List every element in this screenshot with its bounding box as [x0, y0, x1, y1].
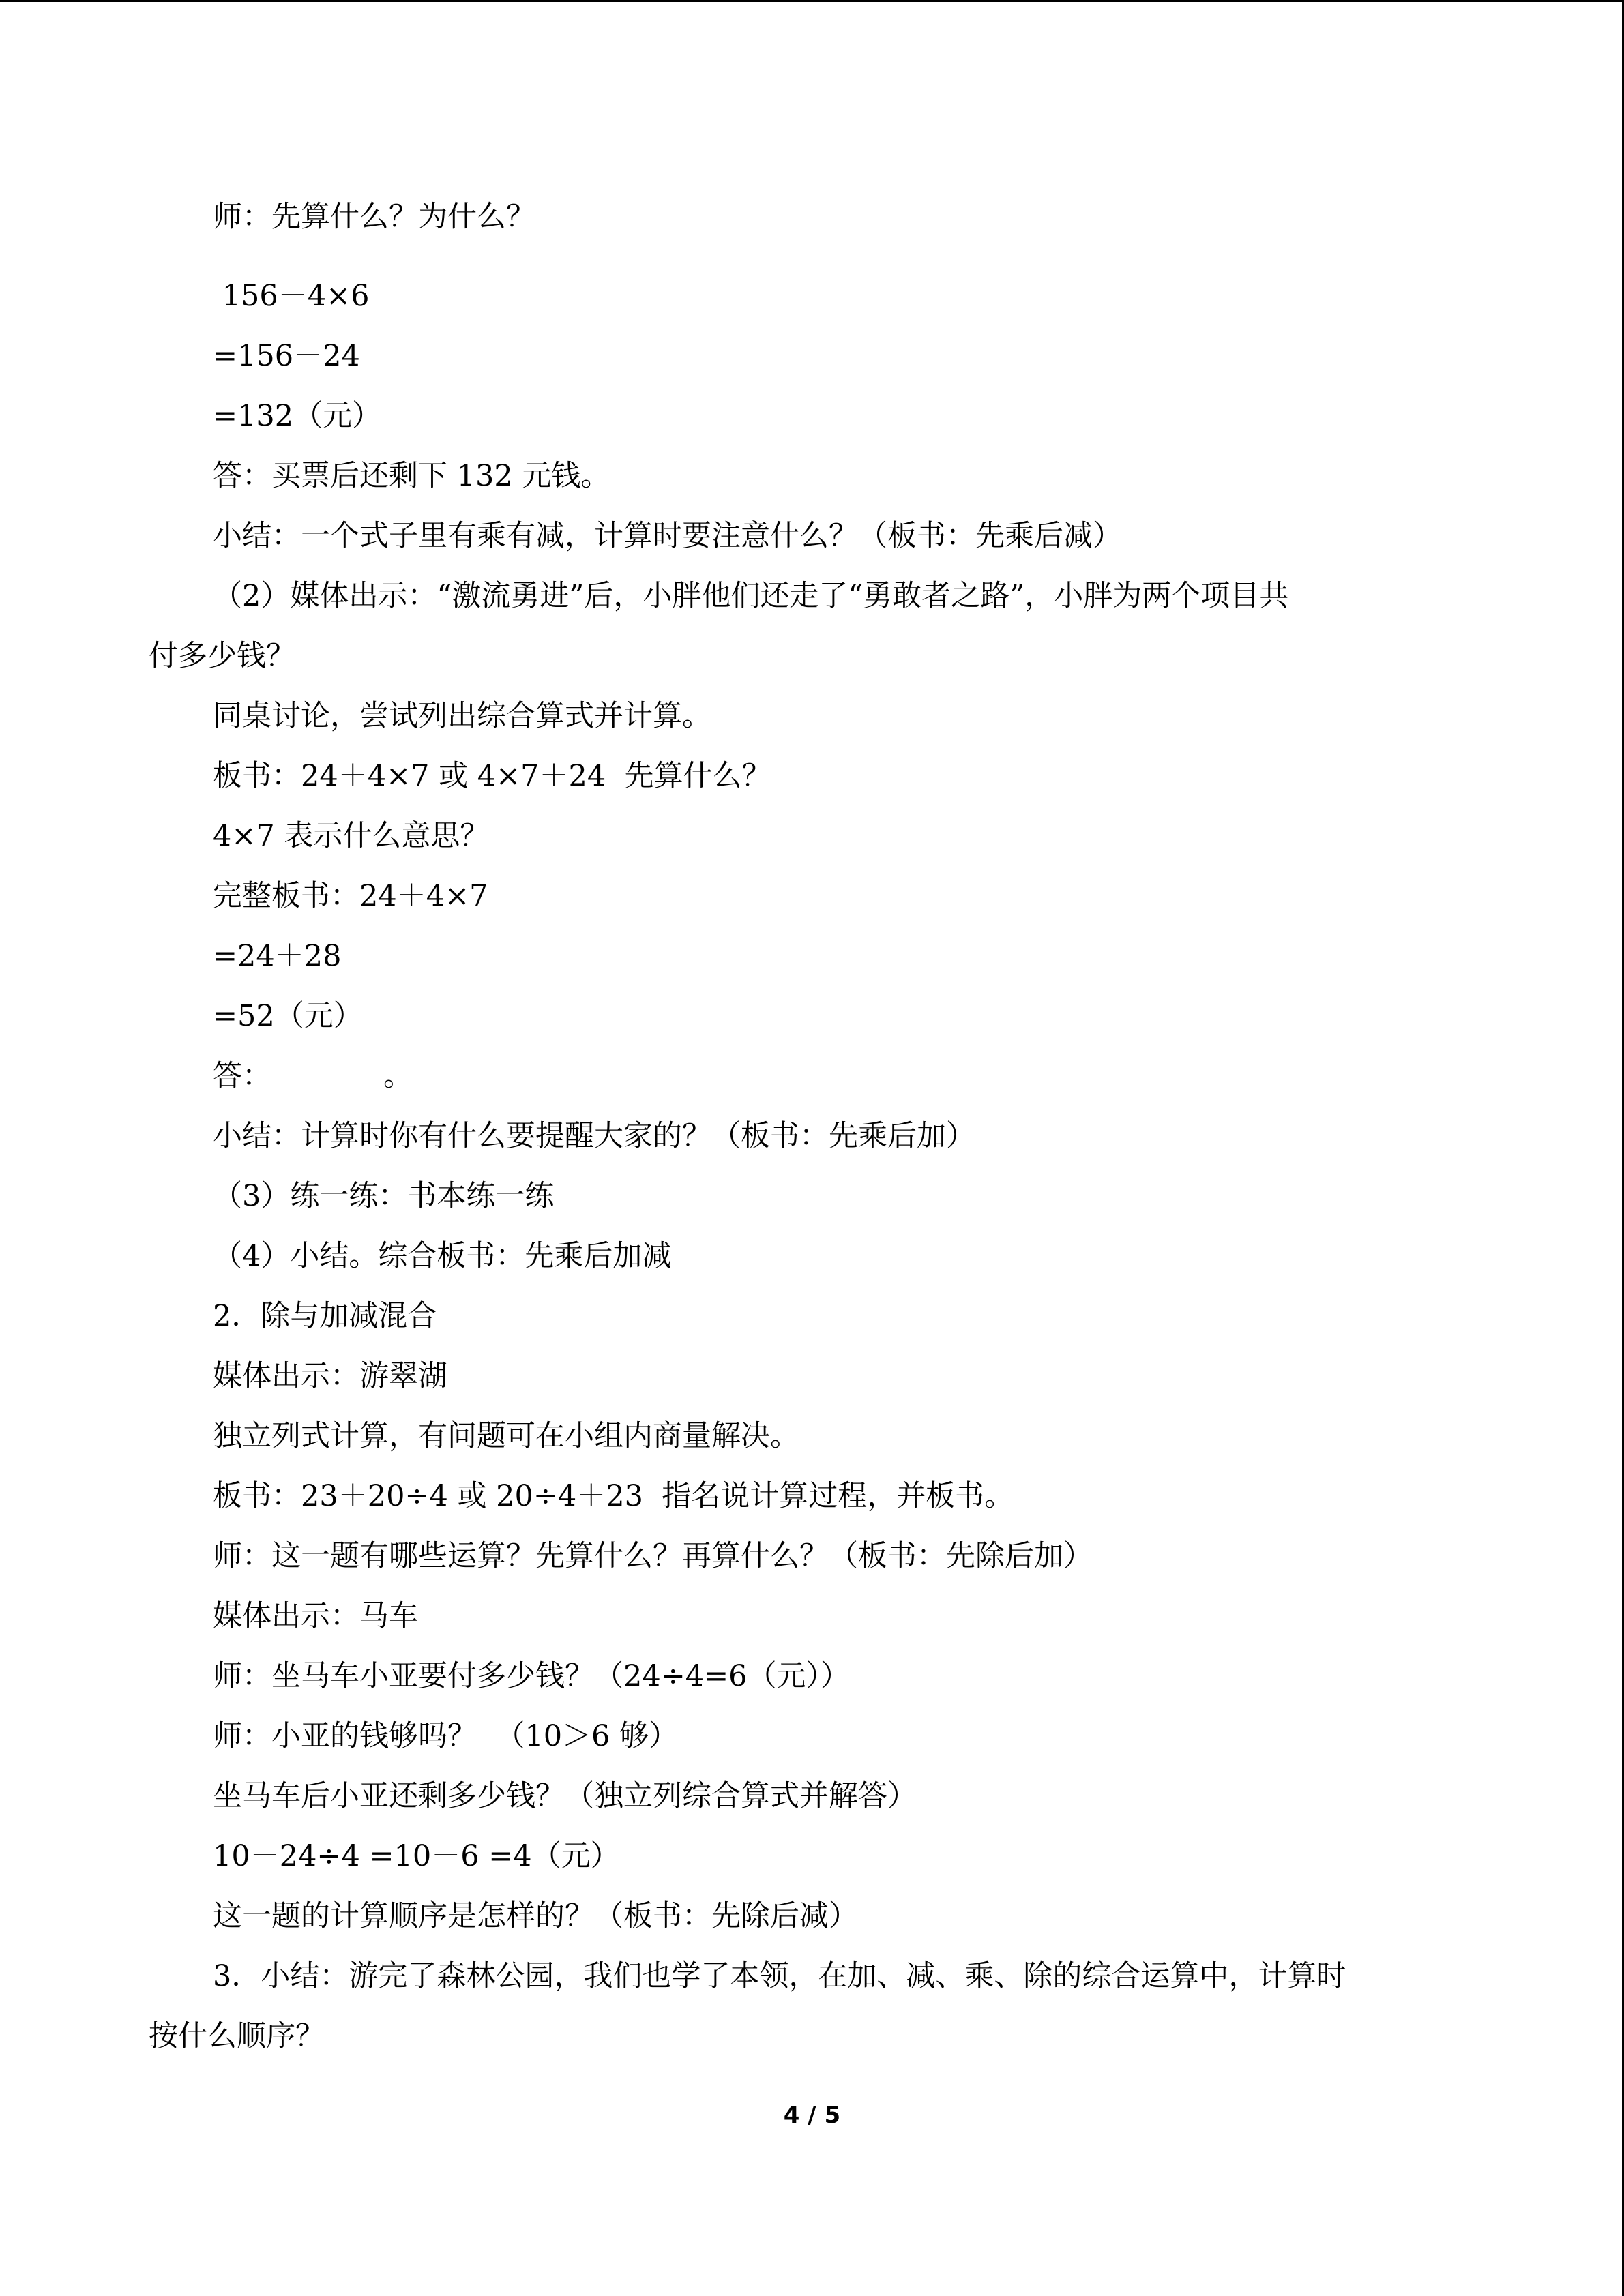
- text-line-3: =156－24: [213, 339, 360, 373]
- text-line-2: 156－4×6: [213, 279, 370, 313]
- text-line-10: 板书：24＋4×7 或 4×7＋24 先算什么？: [213, 759, 771, 793]
- page-number: 4 / 5: [783, 2102, 841, 2129]
- text-line-16: 小结：计算时你有什么要提醒大家的？（板书：先乘后加）: [213, 1119, 975, 1153]
- text-line-6: 小结：一个式子里有乘有减，计算时要注意什么？（板书：先乘后减）: [213, 519, 1122, 553]
- text-line-30: 3．小结：游完了森林公园，我们也学了本领，在加、减、乘、除的综合运算中，计算时: [213, 1959, 1346, 1993]
- text-line-12: 完整板书：24＋4×7: [213, 879, 488, 913]
- text-line-22: 板书：23＋20÷4 或 20÷4＋23 指名说计算过程，并板书。: [213, 1479, 1014, 1513]
- text-line-27: 坐马车后小亚还剩多少钱？（独立列综合算式并解答）: [213, 1779, 917, 1813]
- text-line-19: 2．除与加减混合: [213, 1299, 437, 1333]
- text-line-18: （4）小结。综合板书：先乘后加减: [213, 1239, 672, 1273]
- text-line-29: 这一题的计算顺序是怎样的？（板书：先除后减）: [213, 1899, 858, 1933]
- text-line-8: 付多少钱？: [149, 639, 295, 673]
- text-line-1: 师：先算什么？为什么？: [213, 200, 535, 234]
- text-line-15: 答： 。: [213, 1059, 413, 1093]
- text-line-24: 媒体出示：马车: [213, 1599, 418, 1633]
- text-line-23: 师：这一题有哪些运算？先算什么？再算什么？（板书：先除后加）: [213, 1539, 1093, 1573]
- text-line-4: =132（元）: [213, 399, 382, 433]
- text-line-13: =24＋28: [213, 939, 342, 973]
- text-line-17: （3）练一练：书本练一练: [213, 1179, 555, 1213]
- text-line-25: 师：坐马车小亚要付多少钱？（24÷4=6（元））: [213, 1659, 850, 1693]
- text-line-11: 4×7 表示什么意思？: [213, 819, 490, 853]
- text-line-9: 同桌讨论，尝试列出综合算式并计算。: [213, 699, 711, 733]
- text-line-7: （2）媒体出示：“激流勇进”后，小胖他们还走了“勇敢者之路”，小胖为两个项目共: [213, 579, 1289, 613]
- text-line-5: 答：买票后还剩下 132 元钱。: [213, 459, 610, 493]
- text-line-26: 师：小亚的钱够吗？ （10＞6 够）: [213, 1719, 679, 1753]
- text-line-14: =52（元）: [213, 999, 363, 1033]
- text-line-28: 10－24÷4 =10－6 =4（元）: [213, 1839, 620, 1873]
- text-line-31: 按什么顺序？: [149, 2019, 325, 2053]
- text-line-21: 独立列式计算，有问题可在小组内商量解决。: [213, 1419, 799, 1453]
- text-line-20: 媒体出示：游翠湖: [213, 1359, 447, 1393]
